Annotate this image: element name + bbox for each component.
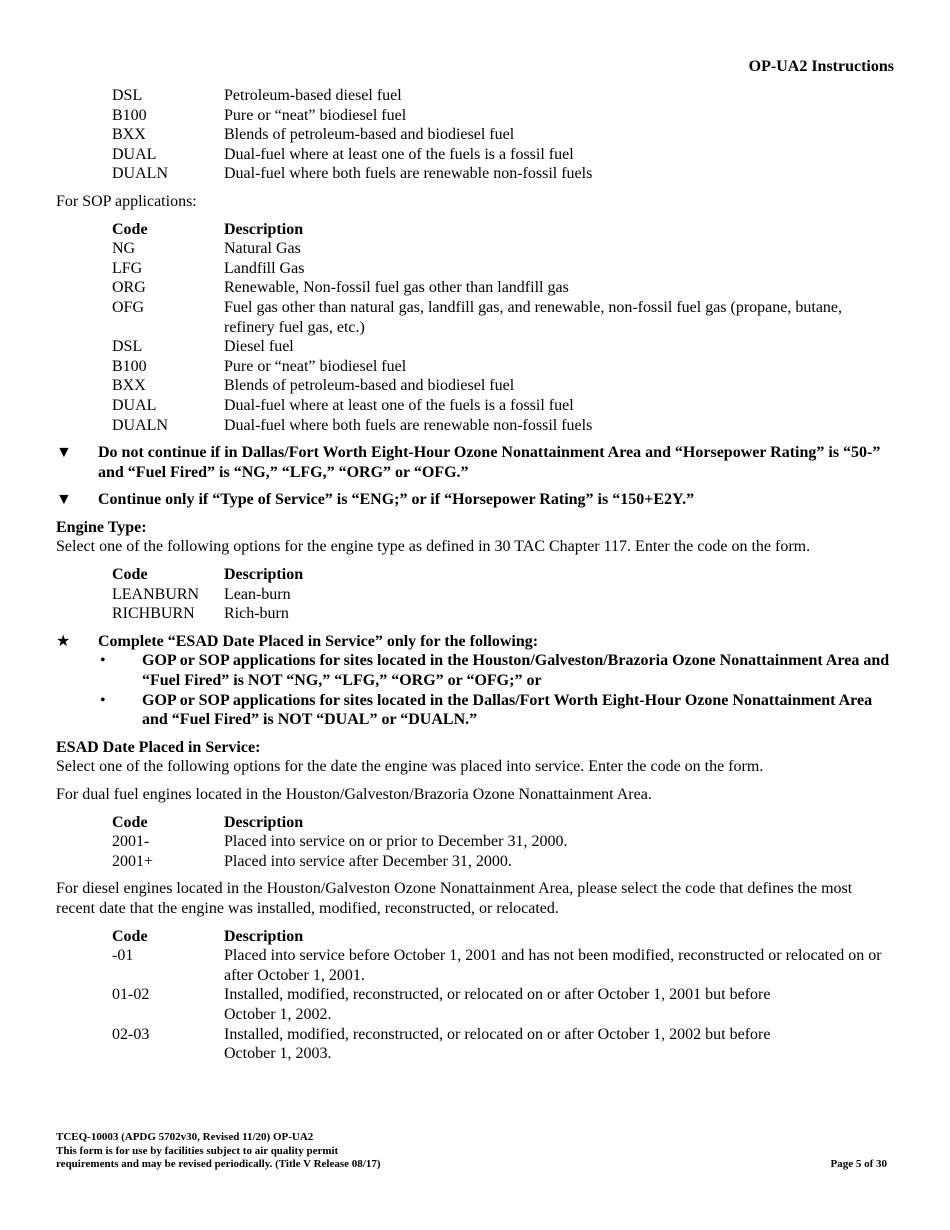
table-row (112, 86, 894, 106)
code-column-header: Code (112, 813, 148, 831)
table-row (112, 164, 894, 184)
fuel-code-list-top (112, 86, 894, 184)
description-cell: Blends of petroleum-based and biodiesel fuel (224, 377, 515, 395)
code-cell: DUAL (112, 396, 157, 414)
table-header-row (112, 927, 894, 947)
bullet-icon: • (100, 691, 106, 709)
code-cell: DUAL (112, 145, 157, 163)
description-cell: Natural Gas (224, 240, 301, 258)
code-cell: DSL (112, 338, 143, 356)
sop-intro-text: For SOP applications: (56, 192, 197, 210)
code-cell: BXX (112, 126, 146, 144)
code-cell: BXX (112, 377, 146, 395)
engine-type-text: Select one of the following options for the engine type as defined in 30 TAC Chapter 117. Enter the code on the form. (56, 538, 811, 556)
table-row (112, 946, 894, 985)
description-cell: Rich-burn (224, 605, 289, 623)
description-cell: Placed into service after December 31, 2000. (224, 852, 512, 870)
description-cell: Lean-burn (224, 585, 291, 603)
esad-text: Select one of the following options for the date the engine was placed into service. Enter the code on the form. (56, 758, 764, 776)
code-cell: 01-02 (112, 986, 150, 1004)
code-cell: B100 (112, 357, 147, 375)
table-row (112, 604, 894, 624)
table-row (112, 298, 894, 337)
sop-fuel-code-table (112, 220, 894, 436)
code-cell: LFG (112, 259, 143, 277)
table-row (112, 357, 894, 377)
code-cell: 02-03 (112, 1025, 150, 1043)
list-item (98, 651, 894, 690)
engine-type-heading: Engine Type: (56, 518, 147, 536)
description-cell: Pure or “neat” biodiesel fuel (224, 357, 407, 375)
document-body (56, 86, 894, 1064)
table-row (112, 337, 894, 357)
description-cell: Diesel fuel (224, 338, 294, 356)
dual-fuel-intro: For dual fuel engines located in the Houston/Galveston/Brazoria Ozone Nonattainment Area. (56, 786, 652, 803)
description-cell: Petroleum-based diesel fuel (224, 87, 402, 104)
table-row (112, 376, 894, 396)
table-row (112, 259, 894, 279)
table-row (112, 125, 894, 145)
triangle-down-icon: ▼ (56, 444, 72, 462)
code-cell: DUALN (112, 165, 168, 183)
diesel-intro: For diesel engines located in the Houston/Galveston Ozone Nonattainment Area, please select the code that defines the most recent date that the engine was installed, modified, reconstructed, or relocated. (56, 880, 853, 917)
code-cell: OFG (112, 298, 145, 316)
code-column-header: Code (112, 220, 148, 238)
note-text: Complete “ESAD Date Placed in Service” only for the following: (98, 632, 539, 650)
list-item (98, 691, 894, 730)
code-cell: ORG (112, 279, 146, 297)
table-header-row (112, 565, 894, 585)
table-row (112, 239, 894, 259)
description-column-header: Description (224, 927, 304, 945)
description-cell: Renewable, Non-fossil fuel gas other than landfill gas (224, 279, 569, 297)
table-row (112, 278, 894, 298)
description-cell: Blends of petroleum-based and biodiesel fuel (224, 126, 515, 144)
esad-note-bullets (98, 651, 894, 729)
code-cell: -01 (112, 947, 134, 965)
code-cell: DSL (112, 87, 143, 104)
table-header-row (112, 220, 894, 240)
code-cell: NG (112, 240, 136, 258)
code-cell: 2001- (112, 833, 150, 851)
table-row (112, 585, 894, 605)
code-cell: LEANBURN (112, 585, 200, 603)
esad-completion-note (56, 632, 894, 652)
esad-heading: ESAD Date Placed in Service: (56, 738, 261, 756)
description-cell: Installed, modified, reconstructed, or relocated on or after October 1, 2002 but before October 1, 2003. (224, 1025, 771, 1063)
bullet-icon: • (100, 652, 106, 670)
instruction-text: Continue only if “Type of Service” is “ENG;” or if “Horsepower Rating” is “150+E2Y.” (98, 491, 695, 509)
description-cell: Dual-fuel where at least one of the fuels is a fossil fuel (224, 145, 574, 163)
description-cell: Placed into service on or prior to December 31, 2000. (224, 833, 568, 851)
triangle-down-icon: ▼ (56, 491, 72, 509)
dual-fuel-date-table (112, 813, 894, 872)
code-cell: DUALN (112, 416, 168, 434)
description-cell: Placed into service before October 1, 2001 and has not been modified, reconstructed or relocated on or after October 1, 2001. (224, 947, 882, 984)
code-cell: RICHBURN (112, 605, 195, 623)
stop-instruction-2 (56, 490, 894, 510)
description-column-header: Description (224, 220, 304, 238)
description-cell: Dual-fuel where at least one of the fuels is a fossil fuel (224, 396, 574, 414)
footer-form-id: TCEQ-10003 (APDG 5702v30, Revised 11/20) OP-UA2 (56, 1131, 314, 1143)
description-cell: Landfill Gas (224, 259, 305, 277)
table-row (112, 145, 894, 165)
footer-line-2: This form is for use by facilities subject to air quality permit (56, 1144, 339, 1157)
stop-instruction-1 (56, 443, 894, 482)
instruction-text: Do not continue if in Dallas/Fort Worth Eight-Hour Ozone Nonattainment Area and “Horsepower Rating” is “50-” and “Fuel Fired” is “NG,” “LFG,” “ORG” or “OFG.” (98, 444, 881, 481)
table-row (112, 416, 894, 436)
diesel-date-table (112, 927, 894, 1064)
table-row (112, 985, 894, 1024)
table-row (112, 1025, 894, 1064)
table-row (112, 852, 894, 872)
bullet-text: GOP or SOP applications for sites located in the Dallas/Fort Worth Eight-Hour Ozone Nonattainment Area and “Fuel Fired” is NOT “DUAL” or “DUALN.” (142, 691, 873, 729)
description-cell: Installed, modified, reconstructed, or relocated on or after October 1, 2001 but before October 1, 2002. (224, 986, 771, 1023)
code-column-header: Code (112, 566, 148, 584)
code-column-header: Code (112, 927, 148, 945)
description-column-header: Description (224, 813, 304, 831)
description-column-header: Description (224, 566, 304, 584)
engine-type-table (112, 565, 894, 624)
footer-line-3: requirements and may be revised periodically. (Title V Release 08/17) (56, 1158, 381, 1170)
table-header-row (112, 813, 894, 833)
table-row (112, 396, 894, 416)
code-cell: B100 (112, 106, 147, 124)
page-header-title: OP-UA2 Instructions (748, 58, 894, 75)
page-number: Page 5 of 30 (830, 1158, 887, 1170)
bullet-text: GOP or SOP applications for sites located in the Houston/Galveston/Brazoria Ozone Nonattainment Area and “Fuel Fired” is NOT “NG,” “LFG,” “ORG” or “OFG;” or (142, 652, 890, 690)
code-cell: 2001+ (112, 852, 154, 870)
description-cell: Fuel gas other than natural gas, landfill gas, and renewable, non-fossil fuel gas (propane, butane, refinery fuel gas, etc.) (224, 298, 843, 336)
table-row (112, 106, 894, 126)
description-cell: Pure or “neat” biodiesel fuel (224, 106, 407, 124)
star-icon: ★ (56, 632, 71, 650)
description-cell: Dual-fuel where both fuels are renewable non-fossil fuels (224, 165, 593, 183)
page-footer (56, 1131, 887, 1172)
table-row (112, 832, 894, 852)
description-cell: Dual-fuel where both fuels are renewable non-fossil fuels (224, 416, 593, 434)
